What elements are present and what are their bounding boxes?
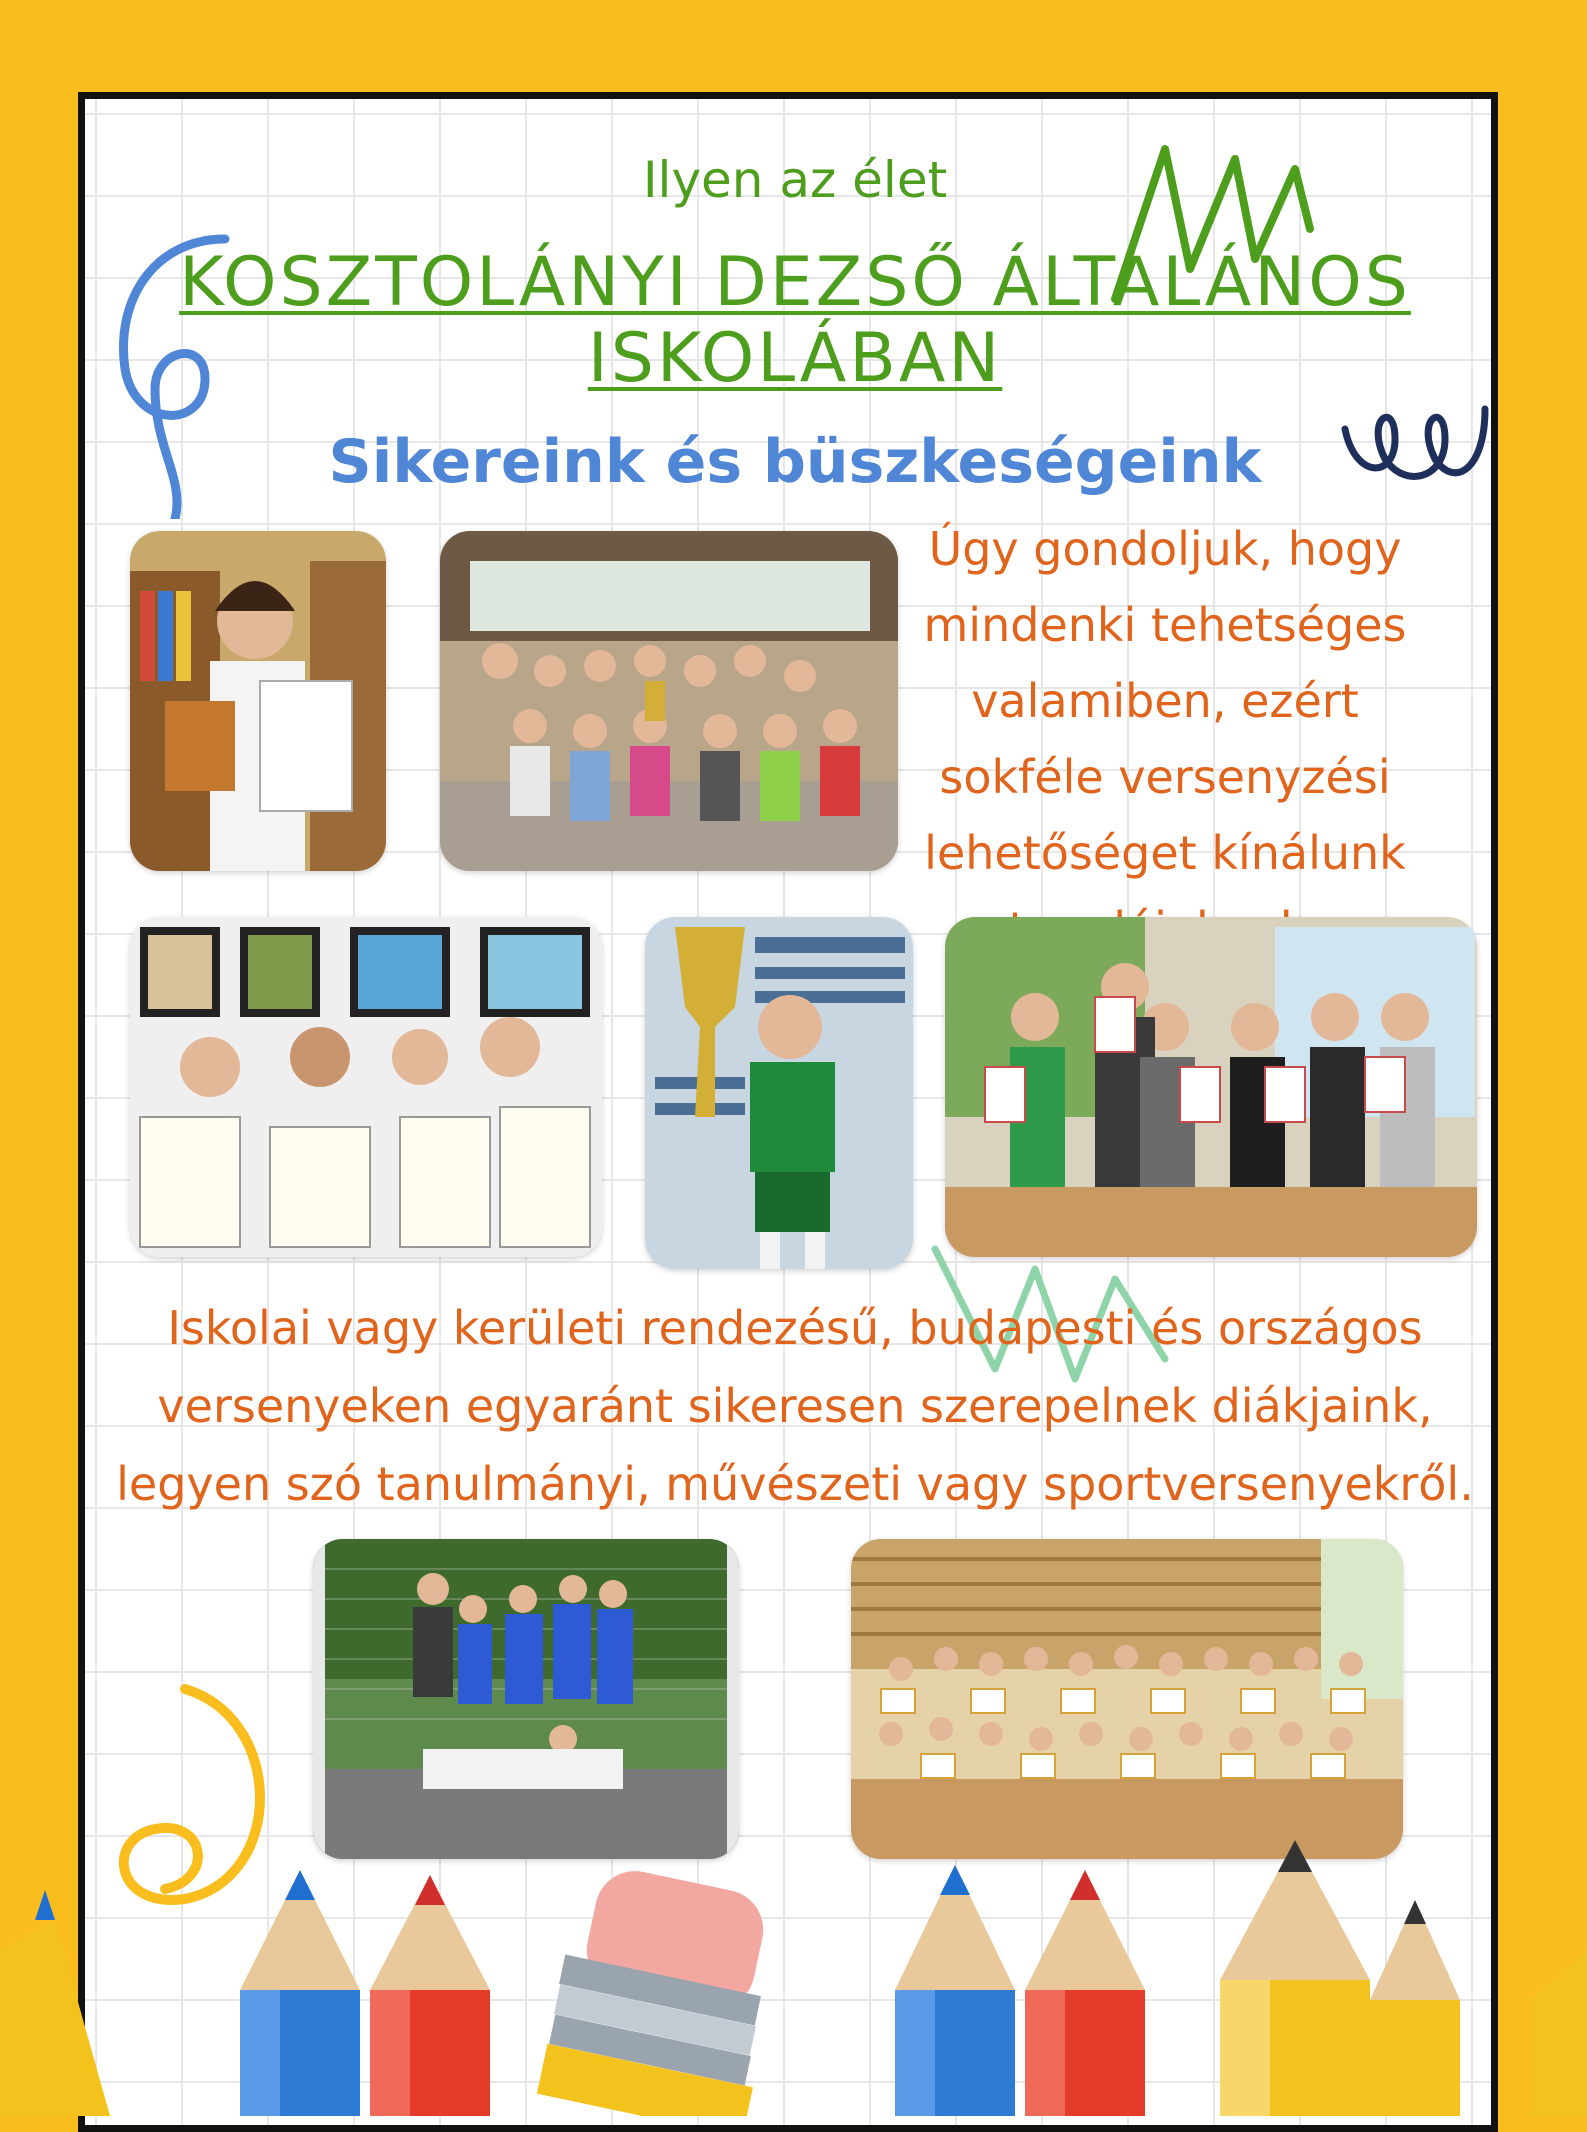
section-heading: Sikereink és büszkeségeink (328, 427, 1262, 497)
football-team-photo (313, 1539, 739, 1859)
intro-paragraph: Úgy gondoljuk, hogy mindenki tehetséges valamiben, ezért sokféle versenyzési lehetőséget kínálunk (923, 522, 1407, 880)
group-with-trophy-photo (440, 531, 898, 871)
pencil-yellow-small (1370, 1900, 1460, 2116)
body-paragraph: Iskolai vagy kerületi rendezésű, budapesti és országos versenyeken egyaránt sikeresen szerepelnek diákjaink, legyen szó tanulmányi, művészeti vagy sportversenyekről. (116, 1301, 1474, 1511)
pencil-red-1 (370, 1875, 490, 2116)
students-with-diplomas-photo (945, 917, 1477, 1257)
student-with-certificate-photo (130, 531, 386, 871)
big-pencil-eraser (537, 1864, 771, 2116)
pencil-border (0, 1840, 1587, 2116)
pencil-blue-1 (240, 1870, 360, 2116)
school-group-certificates-photo (851, 1539, 1403, 1859)
pencil-right-edge (1530, 1950, 1587, 2116)
pencil-blue-2 (895, 1865, 1015, 2116)
page-title: KOSZTOLÁNYI DEZSŐ ÁLTALÁNOS ISKOLÁBAN (179, 243, 1411, 398)
poster-sheet (78, 92, 1498, 2132)
pencil-red-2 (1025, 1870, 1145, 2116)
pencil-left-edge (0, 1890, 110, 2116)
boy-with-trophy-photo (645, 917, 913, 1269)
pencil-yellow-right (1220, 1840, 1370, 2116)
kicker-text: Ilyen az élet (642, 151, 948, 209)
art-competition-winners-photo (130, 917, 602, 1257)
